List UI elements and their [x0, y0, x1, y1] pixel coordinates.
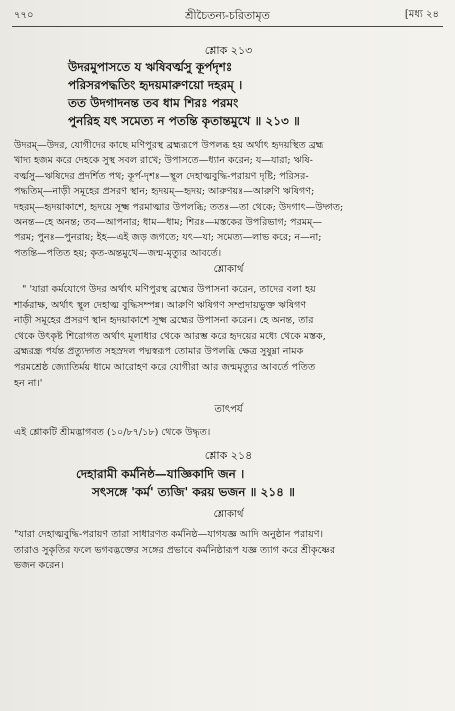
synonyms-line: পরম; পুনঃ—পুনরায়; ইহ—এই জড় জগতে; যৎ—যা; সমেত্য—লাভ করে; ন—না; — [14, 232, 322, 244]
verse-line: পরিসরপদ্ধতিং হৃদয়মারুণয়ো দহরম্ । — [68, 78, 243, 92]
synonyms-line: অনন্ত—হে অনন্ত; তব—আপনার; ধাম—ধাম; শিরঃ—মস্তকের উপরিভাগ; পরমম্— — [14, 217, 322, 229]
translation-line: তারাও সুকৃতির ফলে ভগবদ্ভক্তের সঙ্গের প্রভাবে কর্মনিষ্ঠারূপ যজ্ঞ ত্যাগ করে শ্রীকৃষ্ণের — [14, 544, 336, 556]
verse-213-text — [14, 58, 443, 130]
translation-line: পরমশ্রেষ্ঠ জ্যোতির্ময় ধামে আরোহণ করে যোগীরা আর জন্মমৃত্যুর আবর্তে পতিত — [14, 361, 316, 373]
translation-block — [14, 282, 443, 391]
translation-line: নাড়ী সমূহের প্রসরণ স্থান হৃদয়াকাশে সূক্ষ্ম ব্রহ্মের উপাসনা করেন। হে অনন্ত, তার — [14, 315, 314, 327]
page-header — [12, 6, 443, 24]
translation-block-214 — [14, 527, 443, 574]
verse-line: উদরমুপাসতে য ঋষিবর্ত্মসু কূর্পদৃশঃ — [68, 60, 233, 74]
book-title: শ্রীচৈতন্য-চরিতামৃত — [185, 9, 270, 22]
verse-line: পুনরিহ যৎ সমেত্য ন পতন্তি কৃতান্তমুখে ॥ ২১৩ ॥ — [68, 114, 300, 128]
verse-213-label: শ্লোক ২১৩ — [204, 44, 253, 57]
synonyms-line: বর্ত্মসু—ঋষিদের প্রদর্শিত পথ; কূর্প-দৃশঃ—স্থূল দেহাত্মবুদ্ধি-পরায়ণ দৃষ্টি; পরিসর- — [14, 170, 309, 182]
verse-line: সৎসঙ্গে 'কর্ম' ত্যজি' করয় ভজন ॥ ২১৪ ॥ — [92, 485, 295, 499]
verse-line: তত উদগাদনন্ত তব ধাম শিরঃ পরমং — [68, 96, 239, 110]
translation-line: " 'যারা কর্মযোগে উদর অর্থাৎ মণিপুরস্থ ব্রহ্মের উপাসনা করেন, তাদের বলা হয় — [22, 284, 316, 295]
section-indicator: [মধ্য ২৪ — [404, 9, 439, 20]
verse-214-text — [14, 465, 443, 501]
verse-line: দেহারামী কর্মনিষ্ঠ—যাজ্ঞিকাদি জন । — [76, 467, 245, 481]
purport-heading: তাৎপর্য — [214, 404, 243, 415]
synonyms-line: পদ্ধতিম্—নাড়ী সমূহের প্রসরণ স্থান; হৃদয়ম্—হৃদয়; আরুণয়ঃ—আরুণি ঋষিগণ; — [14, 186, 315, 198]
synonyms-line: উদরম্—উদর, যোগীদের কাছে মণিপুরস্থ ব্রহ্মরূপে উপলব্ধ হয় অর্থাৎ হৃদয়স্থিত ব্রহ্ম — [14, 140, 324, 151]
verse-214-label: শ্লোক ২১৪ — [204, 449, 253, 462]
synonyms-line: পতন্তি—পতিত হয়; কৃত-অন্তমুখে—জন্ম-মৃত্যুর আবর্তে। — [14, 247, 222, 259]
translation-line: থেকে উৎকৃষ্ট শিরোগত অর্থাৎ মূলাধার থেকে আরম্ভ করে হৃদয়ের মধ্যে থেকে মস্তক, — [14, 330, 326, 342]
translation-heading-214: শ্লোকার্থ — [213, 509, 244, 520]
page-number: ৭৭০ — [14, 10, 34, 21]
synonyms-block — [14, 138, 443, 261]
translation-heading: শ্লোকার্থ — [213, 264, 244, 275]
translation-line: ব্রহ্মরন্ধ্র পর্যন্ত প্রত্যুদ্গত সহস্রদল পদ্মস্বরূপ তোমার উপলব্ধি ক্ষেত্র সুষুম্না নামক — [14, 346, 304, 358]
translation-line: হন না।' — [14, 377, 43, 389]
synonyms-line: খাদ্য হজম করে দেহকে সুস্থ সবল রাখে; উপাসতে—ধ্যান করেন; য—যারা; ঋষি- — [14, 155, 313, 167]
header-rule — [12, 26, 443, 27]
translation-line: "যারা দেহাত্মবুদ্ধি-পরায়ণ তারা সাধারণত কর্মনিষ্ঠ—যাগযজ্ঞ আদি অনুষ্ঠান পরায়ণ। — [14, 529, 323, 540]
purport-text: এই শ্লোকটি শ্রীমদ্ভাগবত (১০/৮৭/১৮) থেকে উদ্ধৃত। — [14, 427, 211, 438]
synonyms-line: দহরম্—হৃদয়াকাশে, হৃদয়ে সূক্ষ্ম পরমাত্মার উপলব্ধি; ততঃ—তা থেকে; উদগাৎ—উদ্গত; — [14, 201, 344, 213]
translation-line: ভজন করেন। — [14, 560, 64, 572]
translation-line: শার্করাক্ষ, অর্থাৎ স্থূল দেহাত্ম বুদ্ধিসম্পন্ন। আরুণি ঋষিগণ সম্প্রদায়ভুক্ত ঋষিগণ — [14, 299, 307, 311]
